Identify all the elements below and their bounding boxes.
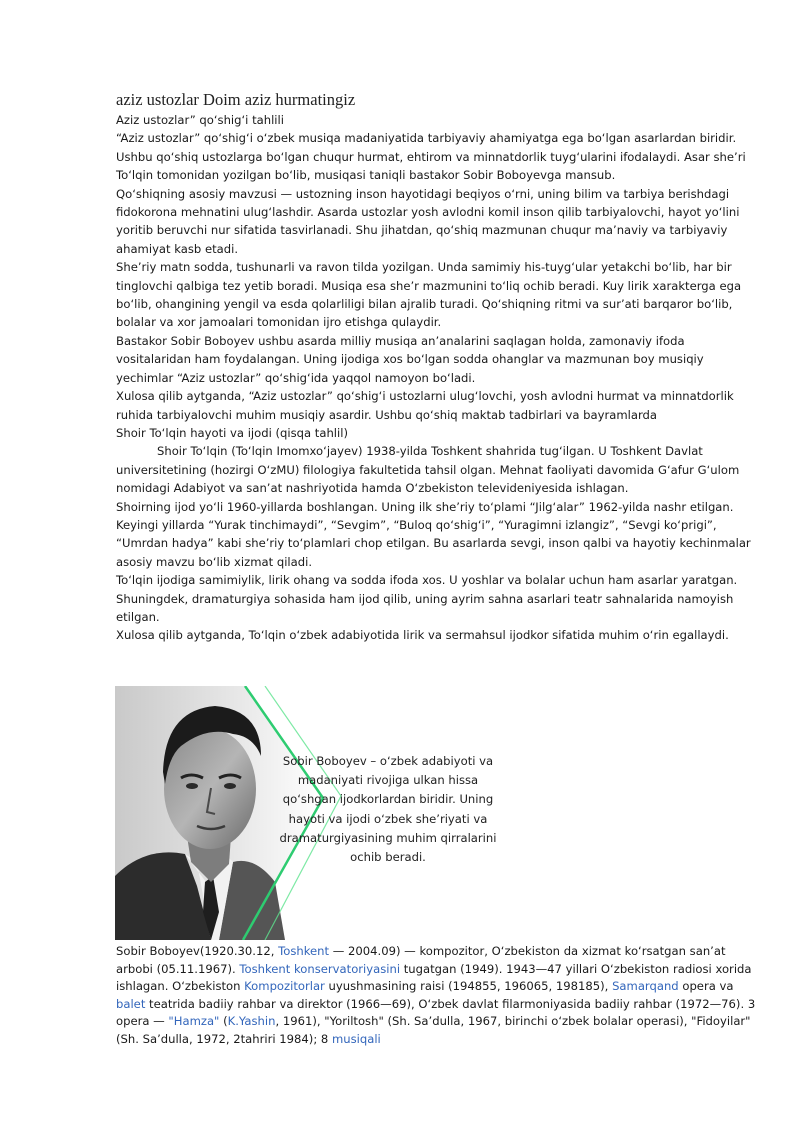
bio-text: ( — [219, 1014, 228, 1029]
paragraph: To‘lqin ijodiga samimiylik, lirik ohang va sodda ifoda xos. U yoshlar va bolalar uchun ham asarlar yaratgan. Shuningdek, dramaturgiya sohasida ham ijod qilib, uning ayrim sahna asarlari teatr sahnalarida namoyish etilgan. — [116, 573, 738, 624]
link-balet[interactable]: balet — [116, 996, 146, 1011]
link-kyashin[interactable]: K.Yashin — [227, 1014, 276, 1029]
link-conservatory[interactable]: Toshkent konservatoriyasini — [239, 961, 401, 976]
paragraph: “Aziz ustozlar” qo‘shig‘i o‘zbek musiqa madaniyatida tarbiyaviy ahamiyatga ega bo‘lgan asarlardan biridir. Ushbu qo‘shiq ustozlarga bo‘lgan chuqur hurmat, ehtirom va minnatdorlik tuyg‘ularini ifodalaydi. Asar she’ri To‘lqin tomonidan yozilgan bo‘lib, musiqasi taniqli bastakor Sobir Boboyevga mansub. — [116, 131, 746, 183]
bio-text: Sobir Boboyev(1920.30.12, — [116, 944, 279, 958]
paragraph: Shoir To‘lqin (To‘lqin Imomxo‘jayev) 1938-yilda Toshkent shahrida tug‘ilgan. U Toshkent Davlat universitetining (hozirgi O‘zMU) filologiya fakultetida tahsil olgan. Mehnat faoliyati davomida G‘afur G‘ulom nomidagi Adabiyot va san’at nashriyotida hamda O‘zbekiston televideniyesida ishlagan. — [116, 444, 740, 496]
link-toshkent[interactable]: Toshkent — [278, 944, 330, 958]
bio-text: teatrida badiiy rahbar va direktor (1966—69), O‘zbek davlat filarmoniyasida badiiy rahbar (1972—76). 3 opera — — [116, 996, 756, 1029]
paragraph: Xulosa qilib aytganda, “Aziz ustozlar” qo‘shig‘i ustozlarni ulug‘lovchi, yosh avlodni hurmat va minnatdorlik ruhida tarbiyalovchi muhim musiqiy asardir. Ushbu qo‘shiq maktab tadbirlari va bayramlarda — [116, 389, 734, 422]
link-musiqali[interactable]: musiqali — [331, 1031, 381, 1046]
bio-text: — 2004.09) — kompozitor, O‘zbekiston da xizmat ko‘rsatgan san’at arbobi (05.11.1967). — [116, 944, 726, 976]
figure-caption: Sobir Boboyev – o‘zbek adabiyoti va madaniyati rivojiga ulkan hissa qo‘shgan ijodkorlardan biridir. Uning hayoti va ijodi o‘zbek she’riyati va dramaturgiyasining muhim qirralarini ochib beradi. — [279, 754, 497, 865]
bio-paragraph — [116, 943, 764, 1049]
link-samarqand[interactable]: Samarqand — [612, 979, 679, 994]
paragraph: She’riy matn sodda, tushunarli va ravon tilda yozilgan. Unda samimiy his-tuyg‘ular yetakchi bo‘lib, har bir tinglovchi qalbiga tez yetib boradi. Musiqa esa she’r mazmunini to‘liq ochib beradi. Kuy lirik xarakterga ega bo‘lib, ohangining yengil va esda qolarliligi bilan ajralib turadi. Qo‘shiqning ritmi va sur’ati barqaror bo‘lib, bolalar va xor jamoalari tomonidan ijro etishga qulaydir. — [116, 260, 742, 330]
paragraph: Shoirning ijod yo‘li 1960-yillarda boshlangan. Uning ilk she’riy to‘plami “Jilg‘alar” 1962-yilda nashr etilgan. Keyingi yillarda “Yurak tinchimaydi”, “Sevgim”, “Buloq qo‘shig‘i”, “Yuragimni izlangiz”, “Sevgi ko‘prigi”, “Umrdan hadya” kabi she’riy to‘plamlari chop etilgan. Bu asarlarda sevgi, inson qalbi va hayotiy kechinmalar asosiy mavzu bo‘lib xizmat qiladi. — [116, 499, 751, 569]
section-heading: Aziz ustozlar” qo‘shig‘i tahlili — [116, 113, 284, 127]
paragraph: Xulosa qilib aytganda, To‘lqin o‘zbek adabiyotida lirik va sermahsul ijodkor sifatida muhim o‘rin egallaydi. — [116, 628, 729, 643]
section-song-analysis — [116, 111, 756, 645]
link-hamza[interactable]: "Hamza" — [168, 1014, 220, 1029]
bio-text: uyushmasining raisi (194855, 196065, 198185), — [324, 979, 613, 994]
bio-text: tugatgan (1949). 1943—47 yillari O‘zbekiston radiosi xorida ishlagan. O‘zbekiston — [116, 961, 752, 994]
paragraph: Qo‘shiqning asosiy mavzusi — ustozning inson hayotidagi beqiyos o‘rni, uning bilim va tarbiya berishdagi fidokorona mehnatini ulug‘lashdir. Asarda ustozlar yosh avlodni komil inson qilib tarbiyalovchi, hayot yo‘lini yoritib beruvchi nur sifatida tasvirlanadi. Shu jihatdan, qo‘shiq mazmunan chuqur ma’naviy va tarbiyaviy ahamiyat kasb etadi. — [116, 186, 740, 256]
document-title: aziz ustozlar Doim aziz hurmatingiz — [116, 90, 356, 109]
paragraph: Bastakor Sobir Boboyev ushbu asarda milliy musiqa an’analarini saqlagan holda, zamonaviy ifoda vositalaridan ham foydalangan. Uning ijodiga xos bo‘lgan sodda ohanglar va mazmunan boy musiqiy yechimlar “Aziz ustozlar” qo‘shig‘ida yaqqol namoyon bo‘ladi. — [116, 333, 704, 385]
bio-text: , 1961), "Yoriltosh" (Sh. Sa’dulla, 1967, birinchi o‘zbek bolalar operasi), "Fidoyilar" (Sh. Sa’dulla, 1972, 2tahriri 1984); 8 — [116, 1014, 751, 1046]
section-heading: Shoir To‘lqin hayoti va ijodi (qisqa tahlil) — [116, 425, 348, 440]
link-composers[interactable]: Kompozitorlar — [244, 979, 325, 994]
bio-text: opera va — [678, 979, 734, 994]
composer-bio — [116, 943, 764, 1049]
